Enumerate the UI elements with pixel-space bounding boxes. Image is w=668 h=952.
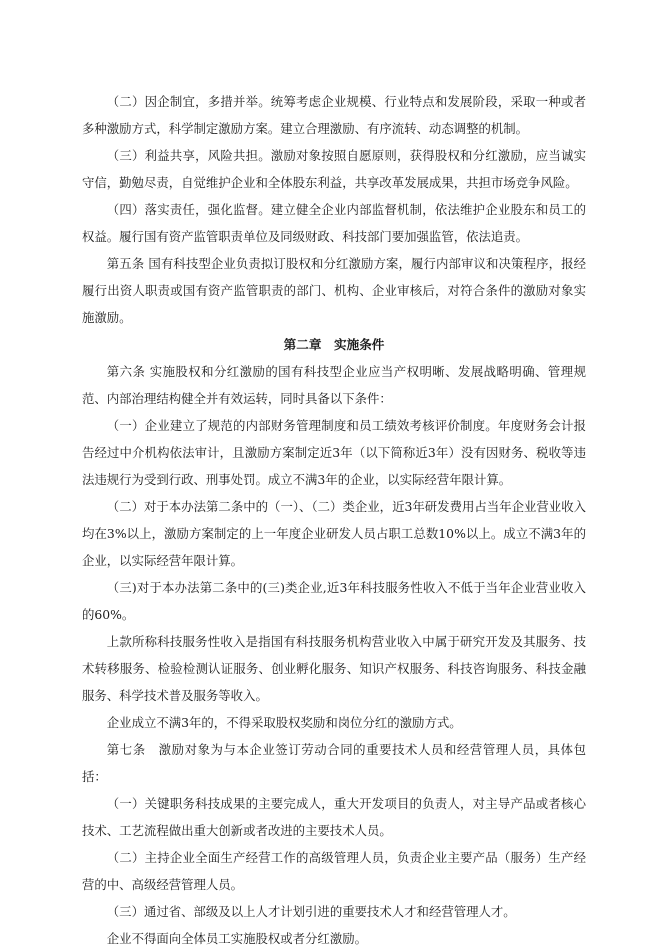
chapter-heading: 第二章 实施条件 <box>283 337 385 352</box>
paragraph: （三）利益共享，风险共担。激励对象按照自愿原则，获得股权和分红激励，应当诚实守信，勤勉尽责，自觉维护企业和全体股东利益，共享改革发展成果，共担市场竞争风险。 <box>82 148 586 190</box>
paragraph: （三)对于本办法第二条中的(三)类企业,近3年科技服务性收入不低于当年企业营业收入的60%。 <box>82 580 586 622</box>
paragraph: 第五条 国有科技型企业负责拟订股权和分红激励方案，履行内部审议和决策程序，报经履行出资人职责或国有资产监管职责的部门、机构、企业审核后，对符合条件的激励对象实施激励。 <box>82 256 586 325</box>
paragraph: （四）落实责任，强化监督。建立健全企业内部监督机制，依法维护企业股东和员工的权益。履行国有资产监管职责单位及同级财政、科技部门要加强监管，依法追责。 <box>82 202 586 244</box>
paragraph: 企业成立不满3年的，不得采取股权奖励和岗位分红的激励方式。 <box>106 715 462 730</box>
document-page <box>82 88 586 952</box>
paragraph: （二）主持企业全面生产经营工作的高级管理人员，负责企业主要产品（服务）生产经营的中、高级经营管理人员。 <box>82 850 586 892</box>
paragraph: 第六条 实施股权和分红激励的国有科技型企业应当产权明晰、发展战略明确、管理规范、内部治理结构健全并有效运转，同时具备以下条件： <box>82 364 586 406</box>
paragraph: （二）因企制宜，多措并举。统筹考虑企业规模、行业特点和发展阶段，采取一种或者多种激励方式，科学制定激励方案。建立合理激励、有序流转、动态调整的机制。 <box>82 94 586 136</box>
paragraph: （三）通过省、部级及以上人才计划引进的重要技术人才和经营管理人才。 <box>106 904 516 919</box>
paragraph: （一）企业建立了规范的内部财务管理制度和员工绩效考核评价制度。年度财务会计报告经过中介机构依法审计，且激励方案制定近3年（以下简称近3年）没有因财务、税收等违法违规行为受到行政、刑事处罚。成立不满3年的企业，以实际经营年限计算。 <box>82 418 586 487</box>
paragraph: （二）对于本办法第二条中的（一）、（二）类企业，近3年研发费用占当年企业营业收入均在3%以上，激励方案制定的上一年度企业研发人员占职工总数10%以上。成立不满3年的企业，以实际经营年限计算。 <box>82 499 586 568</box>
paragraph: 上款所称科技服务性收入是指国有科技服务机构营业收入中属于研究开发及其服务、技术转移服务、检验检测认证服务、创业孵化服务、知识产权服务、科技咨询服务、科技金融服务、科学技术普及服务等收入。 <box>82 634 586 703</box>
paragraph: 企业不得面向全体员工实施股权或者分红激励。 <box>106 931 367 946</box>
paragraph: （一）关键职务科技成果的主要完成人，重大开发项目的负责人，对主导产品或者核心技术、工艺流程做出重大创新或者改进的主要技术人员。 <box>82 796 586 838</box>
paragraph: 第七条 激励对象为与本企业签订劳动合同的重要技术人员和经营管理人员，具体包括： <box>82 742 586 784</box>
